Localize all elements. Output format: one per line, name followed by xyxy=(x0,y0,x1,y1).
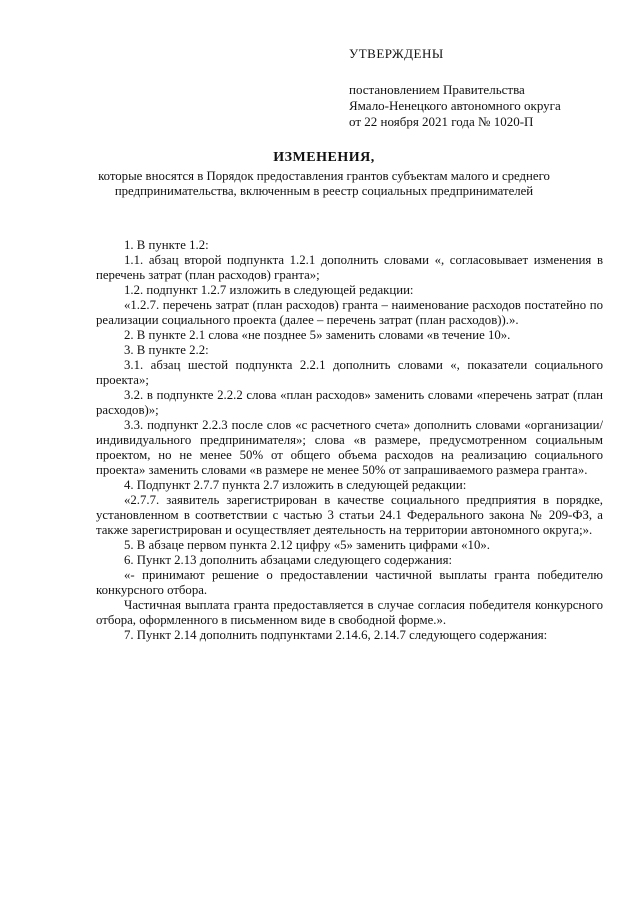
paragraph: 3.2. в подпункте 2.2.2 слова «план расходов» заменить словами «перечень затрат (план расходов)»; xyxy=(96,388,603,417)
paragraph: 1.2. подпункт 1.2.7 изложить в следующей редакции: xyxy=(124,283,414,297)
paragraph: 3.1. абзац шестой подпункта 2.2.1 дополнить словами «, показатели социального проекта»; xyxy=(96,358,603,387)
paragraph: 3. В пункте 2.2: xyxy=(124,343,209,357)
paragraph: Частичная выплата гранта предоставляется в случае согласия победителя конкурсного отбора, оформленного в письменном виде в свободной форме.». xyxy=(96,598,603,627)
paragraph: 7. Пункт 2.14 дополнить подпунктами 2.14.6, 2.14.7 следующего содержания: xyxy=(124,628,548,642)
paragraph: 1. В пункте 1.2: xyxy=(124,238,209,252)
paragraph: 6. Пункт 2.13 дополнить абзацами следующего содержания: xyxy=(124,553,453,567)
paragraph: «2.7.7. заявитель зарегистрирован в качестве социального предприятия в порядке, установленном в соответствии с частью 3 статьи 24.1 Федерального закона № 209-ФЗ, а также зарегистрирован и осуществляет деятельность на территории автономного округа;». xyxy=(96,493,603,537)
paragraph: «1.2.7. перечень затрат (план расходов) гранта – наименование расходов постатейно по реализации социального проекта (далее – перечень затрат (план расходов)).». xyxy=(96,298,603,327)
paragraph: 4. Подпункт 2.7.7 пункта 2.7 изложить в следующей редакции: xyxy=(124,478,467,492)
document-subtitle: которые вносятся в Порядок предоставления грантов субъектам малого и среднего предпринимательства, включенным в реестр социальных предпринимателей xyxy=(98,169,550,198)
approval-block xyxy=(349,46,629,130)
paragraph: 3.3. подпункт 2.2.3 после слов «с расчетного счета» дополнить словами «организации/индивидуального предпринимателя»; слова «в размере, предусмотренном социальным проектом, но не менее 50% от общего объема расходов на реализацию социального проекта» заменить словами «в размере не менее 50% от запрашиваемого размера гранта». xyxy=(96,418,603,477)
paragraph: 1.1. абзац второй подпункта 1.2.1 дополнить словами «, согласовывает изменения в перечень затрат (план расходов) гранта»; xyxy=(96,253,603,282)
approval-line: постановлением Правительства xyxy=(349,82,525,97)
document-title: ИЗМЕНЕНИЯ, xyxy=(273,150,375,165)
paragraph: 2. В пункте 2.1 слова «не позднее 5» заменить словами «в течение 10». xyxy=(124,328,511,342)
paragraph: 5. В абзаце первом пункта 2.12 цифру «5» заменить цифрами «10». xyxy=(124,538,490,552)
approval-heading: УТВЕРЖДЕНЫ xyxy=(349,46,444,61)
document-body xyxy=(96,238,603,643)
approval-line: Ямало-Ненецкого автономного округа xyxy=(349,98,561,113)
paragraph: «- принимают решение о предоставлении частичной выплаты гранта победителю конкурсного отбора. xyxy=(96,568,603,597)
approval-line: от 22 ноября 2021 года № 1020-П xyxy=(349,114,534,129)
